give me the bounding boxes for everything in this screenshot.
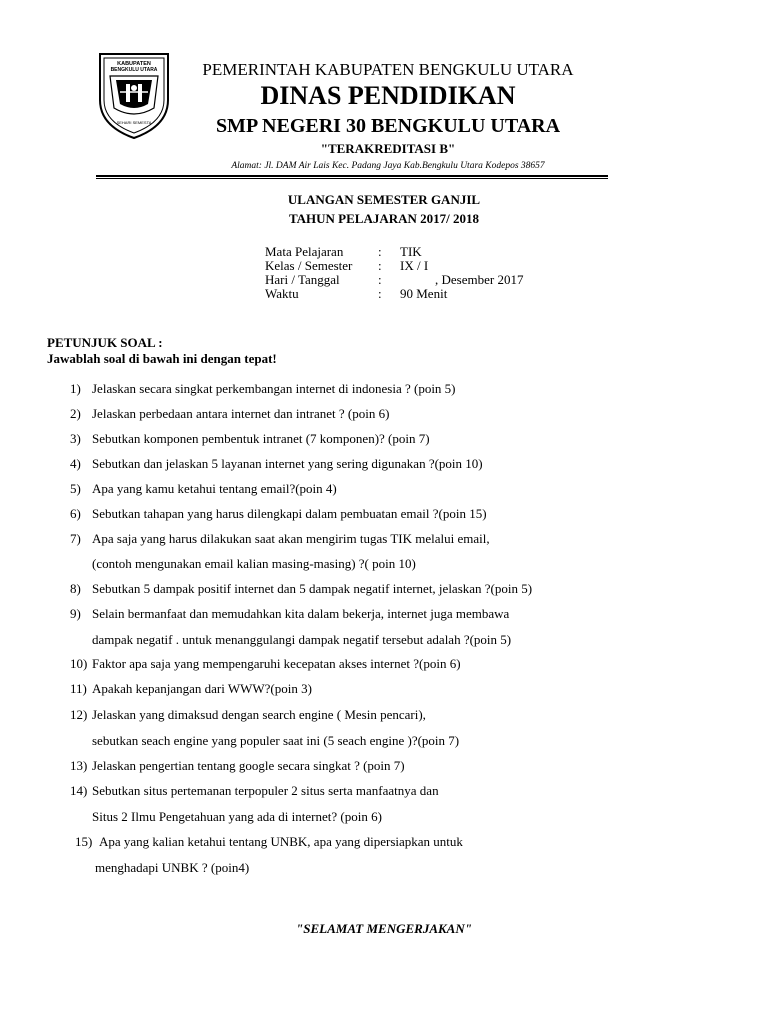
question-text: Apa yang kalian ketahui tentang UNBK, apa yang dipersiapkan untuk bbox=[99, 834, 463, 849]
question-number: 2) bbox=[70, 406, 81, 421]
government-name: PEMERINTAH KABUPATEN BENGKULU UTARA bbox=[202, 60, 574, 79]
question-number: 15) bbox=[75, 834, 93, 849]
logo-text-mid: BENGKULU UTARA bbox=[110, 67, 158, 73]
question-text-continued: sebutkan seach engine yang populer saat ini (5 seach engine )?(poin 7) bbox=[92, 733, 460, 748]
info-colon: : bbox=[378, 258, 382, 273]
question-text: Jelaskan secara singkat perkembangan internet di indonesia ? (poin 5) bbox=[92, 381, 456, 396]
question-number: 5) bbox=[70, 481, 81, 496]
question-text: Faktor apa saja yang mempengaruhi kecepatan akses internet ?(poin 6) bbox=[92, 656, 461, 671]
question-text: Apa yang kamu ketahui tentang email?(poin 4) bbox=[92, 481, 337, 496]
question-number: 12) bbox=[70, 707, 88, 722]
question-text-continued: (contoh mengunakan email kalian masing-masing) ?( poin 10) bbox=[92, 556, 416, 571]
accreditation: "TERAKREDITASI B" bbox=[320, 141, 456, 156]
info-value: TIK bbox=[400, 244, 422, 259]
info-label: Mata Pelajaran bbox=[265, 244, 344, 259]
school-address: Alamat: Jl. DAM Air Lais Kec. Padang Jaya Kab.Bengkulu Utara Kodepos 38657 bbox=[231, 161, 545, 171]
question-text: Sebutkan 5 dampak positif internet dan 5 dampak negatif internet, jelaskan ?(poin 5) bbox=[92, 581, 533, 596]
question-text: Apakah kepanjangan dari WWW?(poin 3) bbox=[92, 681, 312, 696]
question-number: 11) bbox=[70, 681, 87, 696]
question-text: Sebutkan tahapan yang harus dilengkapi dalam pembuatan email ?(poin 15) bbox=[92, 506, 487, 521]
info-colon: : bbox=[378, 286, 382, 301]
question-number: 8) bbox=[70, 581, 81, 596]
logo-text-bottom: SEHARI SEMESTA bbox=[116, 120, 152, 125]
regency-emblem-icon bbox=[96, 48, 172, 140]
info-colon: : bbox=[378, 272, 382, 287]
question-text: Apa saja yang harus dilakukan saat akan mengirim tugas TIK melalui email, bbox=[92, 531, 490, 546]
school-name: SMP NEGERI 30 BENGKULU UTARA bbox=[215, 115, 561, 137]
info-label: Hari / Tanggal bbox=[265, 272, 340, 287]
exam-year: TAHUN PELAJARAN 2017/ 2018 bbox=[288, 211, 480, 226]
question-text-continued: Situs 2 Ilmu Pengetahuan yang ada di internet? (poin 6) bbox=[92, 809, 382, 824]
info-label: Waktu bbox=[265, 286, 299, 301]
question-number: 4) bbox=[70, 456, 81, 471]
question-number: 3) bbox=[70, 431, 81, 446]
info-value: 90 Menit bbox=[400, 286, 448, 301]
question-text: Jelaskan perbedaan antara internet dan intranet ? (poin 6) bbox=[92, 406, 390, 421]
office-name: DINAS PENDIDIKAN bbox=[260, 81, 516, 110]
instructions-text: Jawablah soal di bawah ini dengan tepat! bbox=[47, 351, 277, 366]
question-number: 6) bbox=[70, 506, 81, 521]
question-number: 14) bbox=[70, 783, 88, 798]
question-number: 13) bbox=[70, 758, 88, 773]
question-text-continued: menghadapi UNBK ? (poin4) bbox=[95, 860, 250, 875]
info-value: IX / I bbox=[400, 258, 429, 273]
info-label: Kelas / Semester bbox=[265, 258, 353, 273]
question-text: Jelaskan pengertian tentang google secara singkat ? (poin 7) bbox=[92, 758, 405, 773]
info-colon: : bbox=[378, 244, 382, 259]
question-number: 1) bbox=[70, 381, 81, 396]
exam-title: ULANGAN SEMESTER GANJIL bbox=[287, 192, 481, 207]
letterhead-divider-thick bbox=[96, 175, 608, 177]
question-number: 10) bbox=[70, 656, 88, 671]
question-text: Jelaskan yang dimaksud dengan search engine ( Mesin pencari), bbox=[92, 707, 426, 722]
question-text: Selain bermanfaat dan memudahkan kita dalam bekerja, internet juga membawa bbox=[92, 606, 510, 621]
info-value: , Desember 2017 bbox=[435, 272, 524, 287]
logo-text-top: KABUPATEN bbox=[117, 61, 151, 67]
question-text: Sebutkan komponen pembentuk intranet (7 komponen)? (poin 7) bbox=[92, 431, 430, 446]
question-text: Sebutkan dan jelaskan 5 layanan internet yang sering digunakan ?(poin 10) bbox=[92, 456, 483, 471]
question-number: 7) bbox=[70, 531, 81, 546]
question-number: 9) bbox=[70, 606, 81, 621]
closing-message: "SELAMAT MENGERJAKAN" bbox=[296, 921, 472, 936]
instructions-heading: PETUNJUK SOAL : bbox=[47, 335, 163, 350]
letterhead-divider-thin bbox=[96, 178, 608, 179]
question-text: Sebutkan situs pertemanan terpopuler 2 situs serta manfaatnya dan bbox=[92, 783, 439, 798]
question-text-continued: dampak negatif . untuk menanggulangi dampak negatif tersebut adalah ?(poin 5) bbox=[92, 632, 512, 647]
